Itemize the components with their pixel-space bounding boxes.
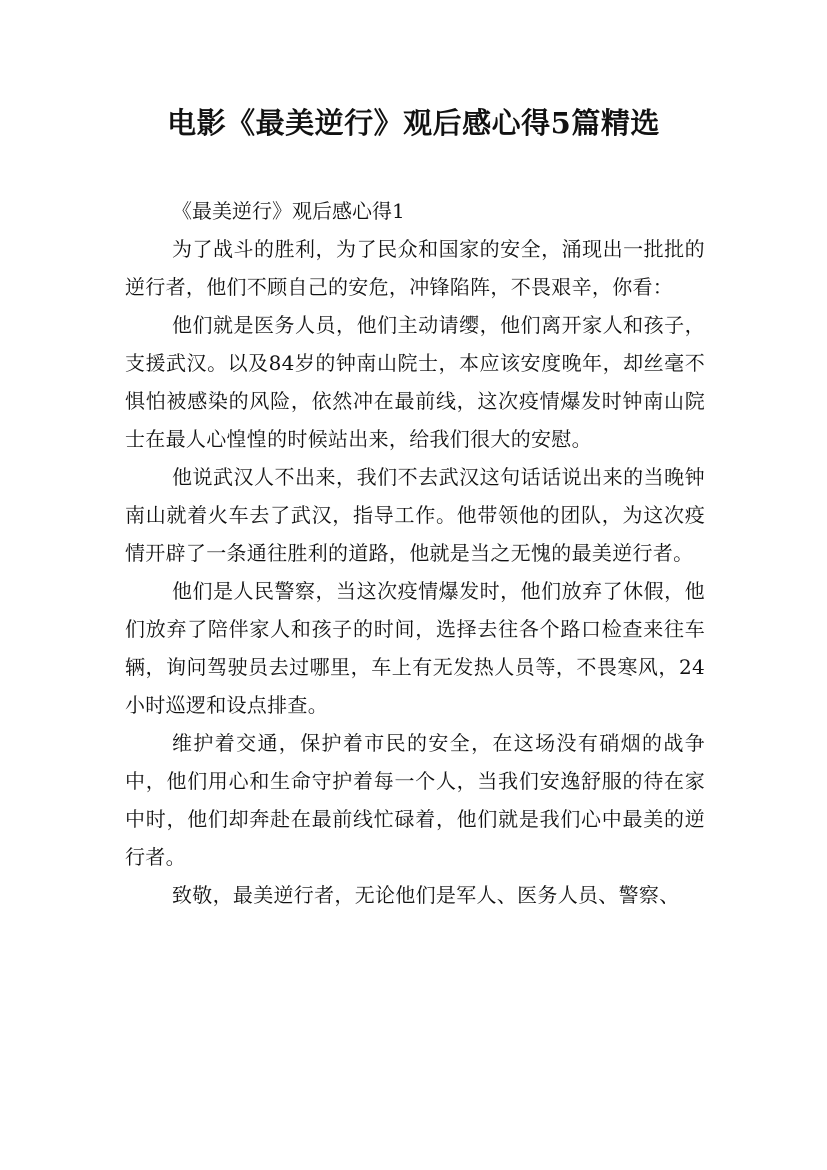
paragraph-2: 他们就是医务人员，他们主动请缨，他们离开家人和孩子，支援武汉。以及84岁的钟南山院士，本应该安度晚年，却丝毫不惧怕被感染的风险，依然冲在最前线，这次疫情爆发时钟南山院士在最人心惶惶的时候站出来，给我们很大的安慰。 xyxy=(125,313,705,451)
paragraph-5: 维护着交通，保护着市民的安全，在这场没有硝烟的战争中，他们用心和生命守护着每一个人，当我们安逸舒服的待在家中时，他们却奔赴在最前线忙碌着，他们就是我们心中最美的逆行者。 xyxy=(125,731,705,869)
paragraph-4: 他们是人民警察，当这次疫情爆发时，他们放弃了休假，他们放弃了陪伴家人和孩子的时间，选择去往各个路口检查来往车辆，询问驾驶员去过哪里，车上有无发热人员等，不畏寒风，24小时巡逻和设点排查。 xyxy=(125,579,705,717)
paragraph-3: 他说武汉人不出来，我们不去武汉这句话话说出来的当晚钟南山就着火车去了武汉，指导工作。他带领他的团队，为这次疫情开辟了一条通往胜利的道路，他就是当之无愧的最美逆行者。 xyxy=(125,465,705,565)
paragraph-1: 为了战斗的胜利，为了民众和国家的安全，涌现出一批批的逆行者，他们不顾自己的安危，冲锋陷阵，不畏艰辛，你看： xyxy=(125,237,705,299)
paragraph-6: 致敬，最美逆行者，无论他们是军人、医务人员、警察、 xyxy=(172,883,680,907)
section-heading: 《最美逆行》观后感心得1 xyxy=(172,199,405,223)
document-title: 电影《最美逆行》观后感心得5篇精选 xyxy=(167,106,660,140)
document-body xyxy=(125,192,705,914)
